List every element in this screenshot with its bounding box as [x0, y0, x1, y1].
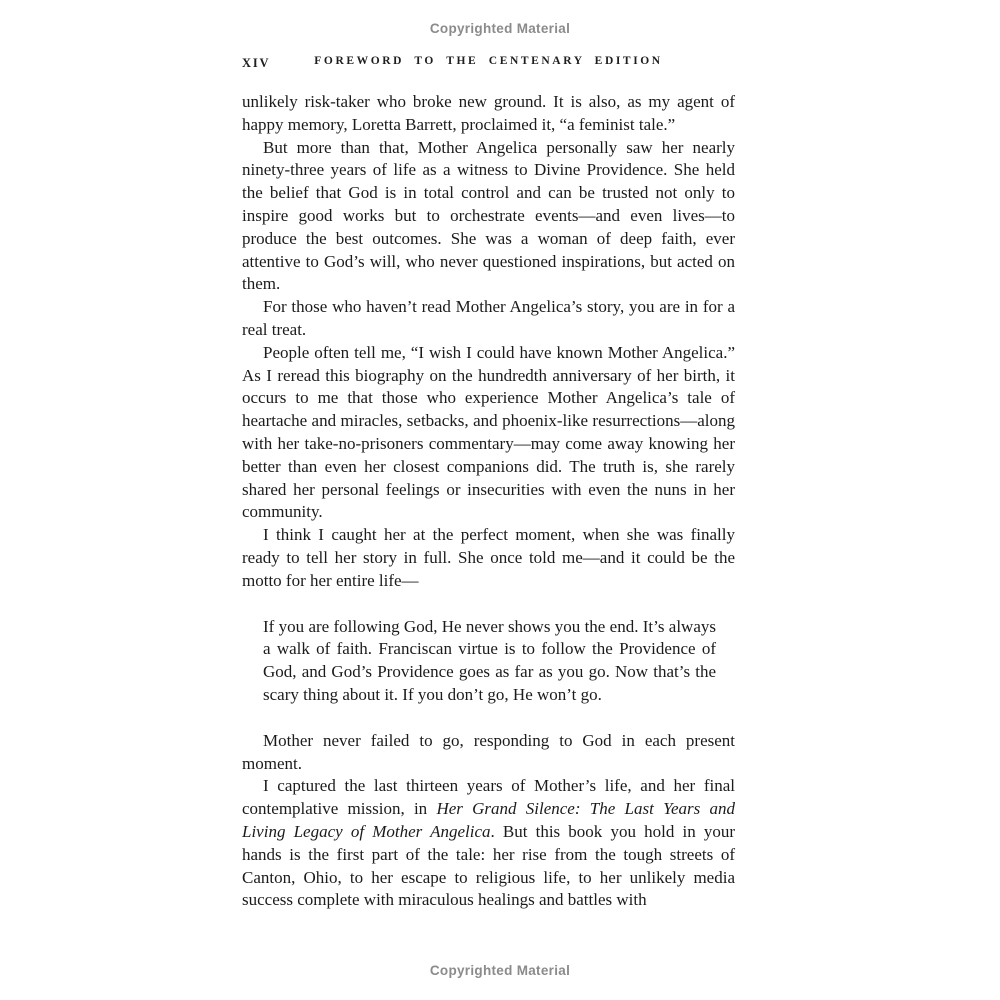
running-header — [242, 55, 735, 73]
body-text — [242, 91, 735, 912]
page-number: XIV — [242, 56, 271, 70]
final-paragraph-tail: . But this book you hold in your hands is the first part of the tale: her rise from the tough streets of Canton, Ohio, to her escape to religious life, to her unlikely media success complete with miraculous healings and battles with — [242, 821, 735, 910]
paragraph-perfect-moment: I think I caught her at the perfect moment, when she was finally ready to tell her story in full. She once told me—and it could be the motto for her entire life— — [242, 525, 735, 590]
paragraph-final — [242, 775, 735, 912]
paragraph-mother-never-failed: Mother never failed to go, responding to God in each present moment. — [242, 730, 735, 773]
paragraph-people-often-tell-me: People often tell me, “I wish I could have known Mother Angelica.” As I reread this biography on the hundredth anniversary of her birth, it occurs to me that those who experience Mother Angelica’s tale of heartache and miracles, setbacks, and phoenix-like resurrections—along with her take-no-prisoners commentary—may come away knowing her better than even her closest companions did. The truth is, she rarely shared her personal feelings or insecurities with even the nuns in her community. — [242, 342, 735, 522]
block-quote: If you are following God, He never shows you the end. It’s always a walk of faith. Franciscan virtue is to follow the Providence of God, and God’s Providence goes as far as you go. Now that’s the scary thing about it. If you don’t go, He won’t go. — [263, 616, 716, 704]
copyright-notice-top: Copyrighted Material — [429, 21, 571, 36]
paragraph-real-treat: For those who haven’t read Mother Angelica’s story, you are in for a real treat. — [242, 297, 735, 339]
final-paragraph-lead: I captured the last thirteen years of Mother’s life, and her final contemplative mission, in — [242, 776, 735, 819]
paragraph-continuation: unlikely risk-taker who broke new ground. It is also, as my agent of happy memory, Loretta Barrett, proclaimed it, “a feminist tale.” — [242, 92, 735, 134]
running-header-title: FOREWORD TO THE CENTENARY EDITION — [314, 55, 663, 67]
paragraph-divine-providence: But more than that, Mother Angelica personally saw her nearly ninety-three years of life as a witness to Divine Providence. She held the belief that God is in total control and can be trusted not only to inspire good works but to orchestrate events—and even lives—to produce the best outcomes. She was a woman of deep faith, ever attentive to God’s will, who never questioned inspirations, but acted on them. — [242, 137, 735, 294]
copyright-notice-bottom: Copyrighted Material — [429, 963, 571, 978]
book-title-italic: Her Grand Silence: The Last Years and Living Legacy of Mother Angelica — [242, 799, 735, 841]
